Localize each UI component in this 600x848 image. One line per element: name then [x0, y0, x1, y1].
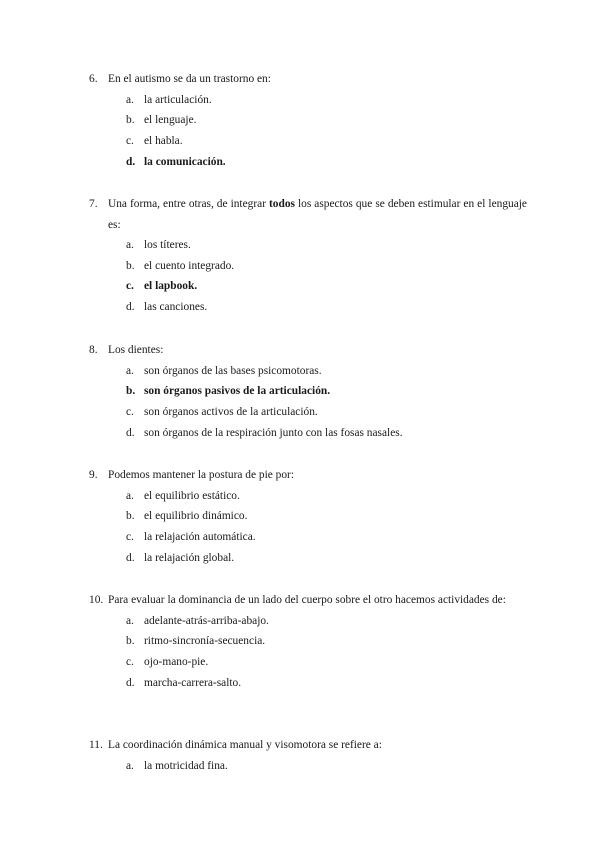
question-number: 9. — [89, 469, 98, 481]
question-6 — [89, 69, 527, 172]
option-list — [89, 756, 527, 777]
option-a: a. la motricidad fina. — [126, 759, 228, 772]
option-b: b. ritmo-sincronía-secuencia. — [126, 635, 266, 648]
question-7 — [89, 194, 527, 318]
question-number: 6. — [89, 73, 98, 85]
option-c: c. son órganos activos de la articulación. — [126, 405, 318, 418]
question-9 — [89, 465, 527, 568]
option-b-correct: b. son órganos pasivos de la articulación. — [126, 385, 331, 398]
option-b: b. el lenguaje. — [126, 114, 197, 127]
question-stem — [89, 590, 527, 611]
question-number: 7. — [89, 198, 98, 210]
option-list — [89, 90, 527, 173]
option-list — [89, 361, 527, 444]
question-text: Los dientes: — [108, 344, 164, 356]
option-a: a. la articulación. — [126, 93, 212, 106]
option-a: a. adelante-atrás-arriba-abajo. — [126, 614, 269, 627]
option-d: d. las canciones. — [126, 301, 208, 314]
question-text: Podemos mantener la postura de pie por: — [108, 469, 294, 481]
option-d: d. marcha-carrera-salto. — [126, 676, 242, 689]
question-11 — [89, 735, 527, 776]
option-d-correct: d. la comunicación. — [126, 155, 226, 168]
option-b: b. el cuento integrado. — [126, 259, 235, 272]
question-number: 11. — [89, 739, 103, 751]
question-text: La coordinación dinámica manual y visomotora se refiere a: — [108, 739, 382, 751]
option-c: c. ojo-mano-pie. — [126, 655, 209, 668]
question-8 — [89, 340, 527, 443]
question-10 — [89, 590, 527, 693]
option-d: d. la relajación global. — [126, 551, 235, 564]
question-text: Una forma, entre otras, de integrar todos los aspectos que se deben estimular en el lenguaje es: — [108, 198, 527, 231]
question-stem — [89, 340, 527, 361]
option-list — [89, 611, 527, 694]
question-stem — [89, 194, 527, 235]
option-c-correct: c. el lapbook. — [126, 280, 198, 293]
question-stem — [89, 735, 527, 756]
question-number: 8. — [89, 344, 98, 356]
option-list — [89, 235, 527, 318]
question-number: 10. — [89, 594, 104, 606]
question-text: Para evaluar la dominancia de un lado del cuerpo sobre el otro hacemos actividades de: — [108, 594, 506, 606]
option-c: c. la relajación automática. — [126, 530, 256, 543]
question-stem — [89, 69, 527, 90]
emphasis-todos: todos — [269, 198, 295, 210]
option-d: d. son órganos de la respiración junto con las fosas nasales. — [126, 426, 403, 439]
option-a: a. el equilibrio estático. — [126, 489, 240, 502]
option-c: c. el habla. — [126, 134, 183, 147]
option-a: a. los títeres. — [126, 239, 191, 251]
option-list — [89, 486, 527, 569]
option-b: b. el equilibrio dinámico. — [126, 510, 248, 523]
question-stem — [89, 465, 527, 486]
option-a: a. son órganos de las bases psicomotoras. — [126, 364, 322, 377]
question-text: En el autismo se da un trastorno en: — [108, 73, 271, 85]
